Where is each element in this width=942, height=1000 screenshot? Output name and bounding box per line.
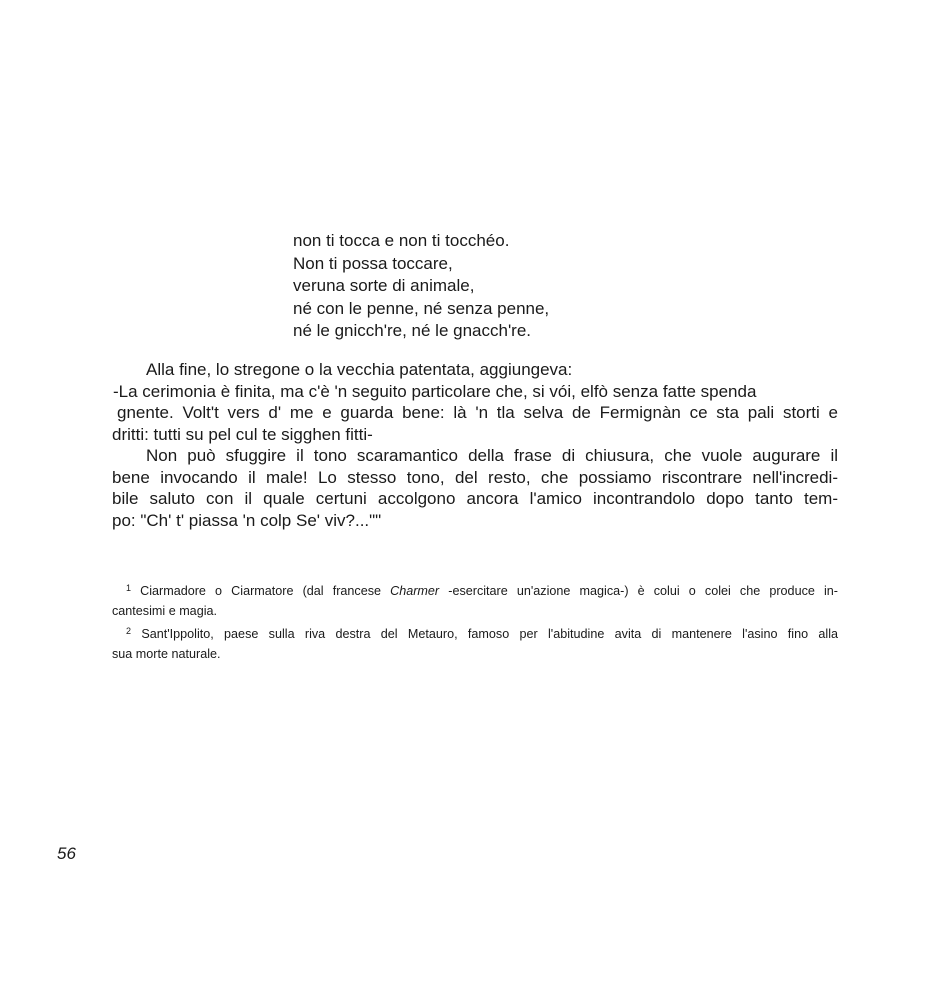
verse-line: né le gnicch're, né le gnacch're. xyxy=(293,321,532,340)
paragraph-line: po: "Ch' t' piassa 'n colp Se' viv?..."" xyxy=(112,510,382,530)
paragraph-line: dritti: tutti su pel cul te sigghen fitti- xyxy=(112,424,373,444)
footnotes xyxy=(112,578,838,664)
footnote-2-cont: sua morte naturale. xyxy=(112,647,221,661)
footnote-marker: 2 xyxy=(126,626,132,636)
verse-block xyxy=(293,230,549,343)
paragraph-line: Non può sfuggire il tono scaramantico della frase di chiusura, che vuole augurare il xyxy=(146,446,838,465)
verse-line: né con le penne, né senza penne, xyxy=(293,298,550,318)
paragraph-line: gnente. Volt't vers d' me e guarda bene: là 'n tla selva de Fermignàn ce sta pali storti e xyxy=(117,403,838,422)
paragraph-line: bile saluto con il quale certuni accolgono ancora l'amico incontrandolo dopo tanto tem- xyxy=(112,489,838,508)
verse-line: veruna sorte di animale, xyxy=(293,276,475,295)
footnote-marker: 1 xyxy=(126,583,132,593)
footnote-2: $^2$ Sant'Ippolito, paese sulla riva destra del Metauro, famoso per l'abitudine avita di mantenere l'asino fino alla xyxy=(126,626,838,641)
page-number: 56 xyxy=(57,844,76,863)
footnote-1: $^1$ Ciarmadore o Ciarmatore (dal francese Charmer -esercitare un'azione magica-) è colui o colei che produce in- xyxy=(126,583,838,598)
verse-line: non ti tocca e non ti tocchéo. xyxy=(293,231,510,250)
footnote-1-cont: cantesimi e magia. xyxy=(112,604,217,618)
body-text xyxy=(112,359,838,531)
verse-line: Non ti possa toccare, xyxy=(293,253,453,273)
paragraph-line: Alla fine, lo stregone o la vecchia patentata, aggiungeva: xyxy=(146,360,573,379)
paragraph-line: bene invocando il male! Lo stesso tono, del resto, che possiamo riscontrare nell'incredi- xyxy=(112,467,838,487)
paragraph-line: -La cerimonia è finita, ma c'è 'n seguito particolare che, si vói, elfò senza fatte spenda xyxy=(113,381,757,401)
